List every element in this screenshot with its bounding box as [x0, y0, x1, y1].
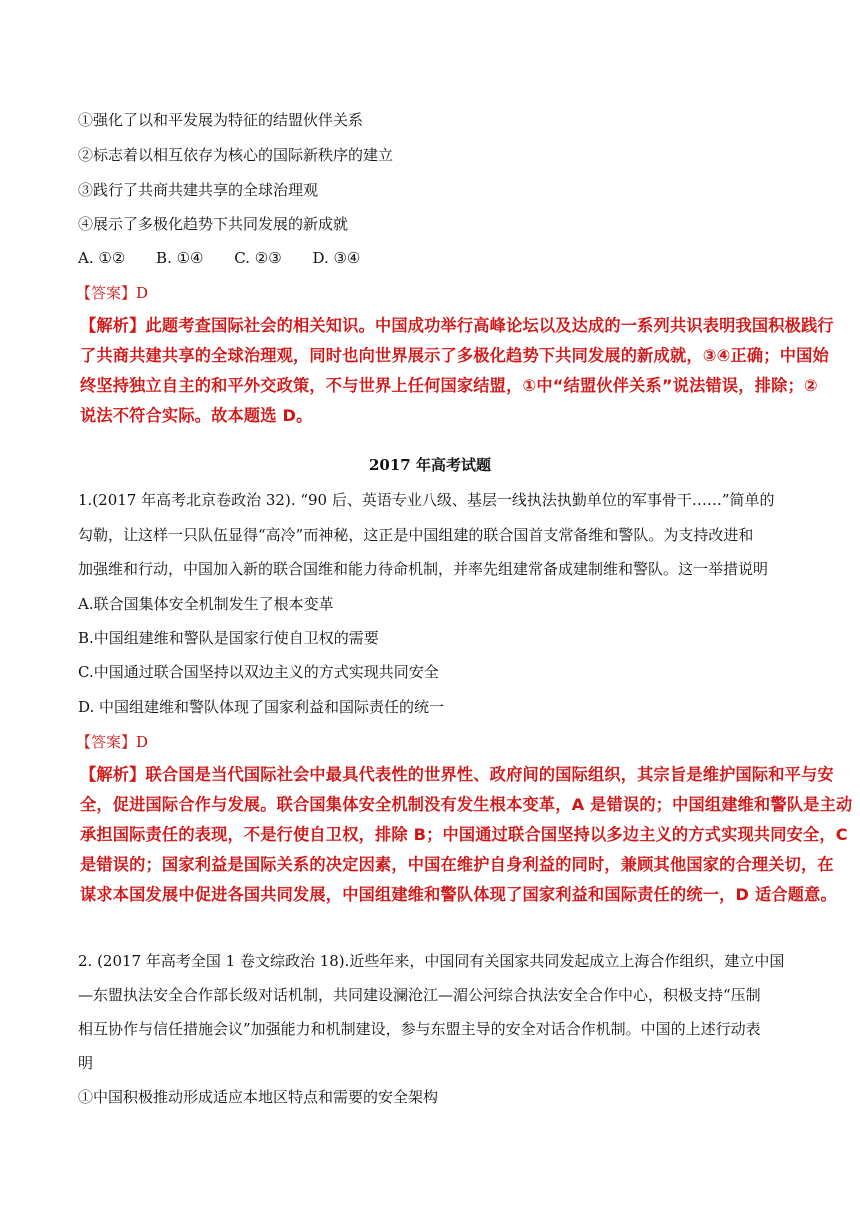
answer-label: 【答案】 — [76, 284, 137, 302]
question-1-stem-line: 加强维和行动，中国加入新的联合国维和能力待命机制，并率先组建常备成建制维和警队。这一举措说明 — [78, 560, 769, 578]
analysis-line: 说法不符合实际。故本题选 D。 — [80, 406, 313, 425]
analysis-line: 承担国际责任的表现，不是行使自卫权，排除 B；中国通过联合国坚持以多边主义的方式实现共同安全，C — [80, 825, 848, 844]
question-1-option-d: D. 中国组建维和警队体现了国家利益和国际责任的统一 — [78, 698, 445, 716]
question-1-option-b: B.中国组建维和警队是国家行使自卫权的需要 — [78, 629, 379, 647]
choice-4: ④展示了多极化趋势下共同发展的新成就 — [78, 215, 349, 233]
option-c: C. ②③ — [234, 249, 282, 267]
section-title: 2017 年高考试题 — [369, 456, 491, 474]
analysis-line: 全，促进国际合作与发展。联合国集体安全机制没有发生根本变革，A 是错误的；中国组建维和警队是主动 — [80, 795, 853, 814]
question-2-stem-line: —东盟执法安全合作部长级对话机制，共同建设澜沧江—湄公河综合执法安全合作中心，积极支持“压制 — [78, 986, 761, 1004]
question-1-option-a: A.联合国集体安全机制发生了根本变革 — [78, 595, 334, 613]
analysis-line: 【解析】此题考查国际社会的相关知识。中国成功举行高峰论坛以及达成的一系列共识表明我国积极践行 — [80, 316, 834, 335]
question-2-stem-line: 相互协作与信任措施会议”加强能力和机制建设，参与东盟主导的安全对话合作机制。中国的上述行动表 — [78, 1020, 761, 1038]
option-a: A. ①② — [78, 249, 126, 267]
question-2-stem-line: 明 — [78, 1054, 94, 1072]
analysis-line: 【解析】联合国是当代国际社会中最具代表性的世界性、政府间的国际组织，其宗旨是维护国际和平与安 — [80, 765, 834, 784]
option-b: B. ①④ — [156, 249, 204, 267]
choice-3: ③践行了共商共建共享的全球治理观 — [78, 181, 319, 199]
analysis-line: 谋求本国发展中促进各国共同发展，中国组建维和警队体现了国家利益和国际责任的统一，D 适合题意。 — [80, 885, 837, 904]
question-1-stem-line: 1.(2017 年高考北京卷政治 32). “90 后、英语专业八级、基层一线执法执勤单位的军事骨干……”简单的 — [78, 491, 775, 509]
analysis-line: 是错误的；国家利益是国际关系的决定因素，中国在维护自身利益的同时，兼顾其他国家的合理关切，在 — [80, 855, 834, 874]
answer-line — [76, 732, 148, 752]
analysis-block — [80, 311, 834, 431]
answer-label: 【答案】 — [76, 733, 137, 751]
choice-2: ②标志着以相互依存为核心的国际新秩序的建立 — [78, 146, 394, 164]
answer-value: D — [136, 284, 149, 302]
analysis-line: 终坚持独立自主的和平外交政策，不与世界上任何国家结盟，①中“结盟伙伴关系”说法错误，排除；② — [80, 376, 818, 395]
question-1-stem-line: 勾勒，让这样一只队伍显得“高冷”而神秘，这正是中国组建的联合国首支常备维和警队。为支持改进和 — [78, 526, 754, 544]
question-1-option-c: C.中国通过联合国坚持以双边主义的方式实现共同安全 — [78, 663, 439, 681]
analysis-line: 了共商共建共享的全球治理观，同时也向世界展示了多极化趋势下共同发展的新成就，③④正确；中国始 — [80, 346, 829, 365]
question-2-stem-line: 2. (2017 年高考全国 1 卷文综政治 18).近些年来，中国同有关国家共同发起成立上海合作组织，建立中国 — [78, 952, 785, 970]
answer-line — [76, 283, 148, 303]
answer-value: D — [136, 733, 149, 751]
choice-1: ①强化了以和平发展为特征的结盟伙伴关系 — [78, 111, 364, 129]
option-d: D. ③④ — [312, 249, 361, 267]
question-2-choice-1: ①中国积极推动形成适应本地区特点和需要的安全架构 — [78, 1088, 439, 1106]
answer-options — [78, 248, 386, 268]
analysis-block — [80, 760, 853, 910]
